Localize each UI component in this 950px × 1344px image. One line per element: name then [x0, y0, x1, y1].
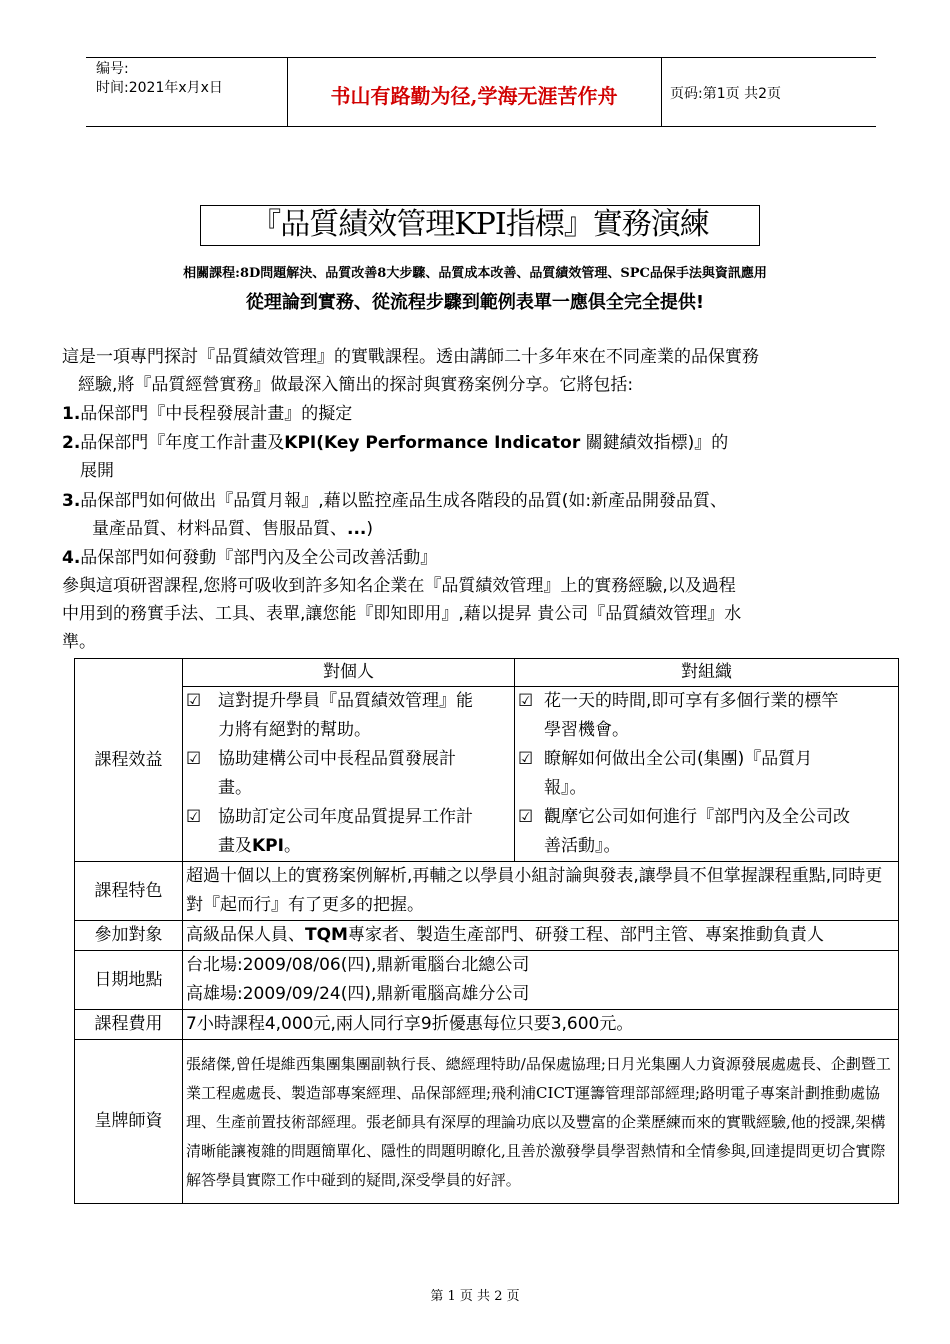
benefit-line: 畫及 [218, 836, 252, 856]
benefit-text [544, 745, 812, 803]
features-text: 超過十個以上的實務案例解析,再輔之以學員小組討論與發表,讓學員不但掌握課程重點,同時更對『起而行』有了更多的把握。 [183, 862, 899, 921]
table-row [75, 921, 899, 951]
col-header-individual: 對個人 [183, 659, 515, 687]
time-label: 时间:2021年x月x日 [96, 80, 223, 96]
audience-text [183, 921, 899, 951]
audience-part-bold: TQM [305, 925, 348, 945]
closing-line: 參與這項研習課程,您將可吸收到許多知名企業在『品質績效管理』上的實務經驗,以及過程 [62, 576, 736, 596]
benefit-text [218, 745, 456, 803]
list-text: 關鍵績效指標)』的 [585, 433, 729, 453]
date-venue [183, 951, 899, 1010]
date-label: 日期地點 [75, 951, 183, 1010]
benefit-line: 畫。 [218, 778, 252, 798]
closing-line: 中用到的務實手法、工具、表單,讓您能『即知即用』,藉以提昇 貴公司『品質績效管理』水 [62, 604, 742, 624]
list-item [62, 488, 902, 514]
list-text: 品保部門如何發動『部門內及全公司改善活動』 [80, 548, 438, 568]
number-label: 编号: [96, 61, 129, 77]
course-info-table [74, 658, 899, 1204]
checkbox-icon: ☑ [186, 691, 202, 711]
checkbox-icon: ☑ [186, 807, 202, 827]
benefit-item [518, 745, 895, 803]
audience-label: 參加對象 [75, 921, 183, 951]
benefit-line: 花一天的時間,即可享有多個行業的標竿 [544, 691, 839, 711]
list-number: 4. [62, 548, 81, 568]
list-text-bold: KPI(Key Performance Indicator [284, 433, 581, 453]
benefit-line-bold: KPI [252, 836, 284, 856]
benefit-line: 瞭解如何做出全公司(集團)『品質月 [544, 749, 813, 769]
benefit-line: 。 [283, 836, 301, 856]
intro-line: 這是一項專門探討『品質績效管理』的實戰課程。透由講師二十多年來在不同產業的品保實務 [62, 347, 759, 367]
col-header-org: 對組織 [515, 659, 899, 687]
list-item-cont [92, 516, 932, 542]
checkbox-icon: ☑ [518, 749, 534, 769]
list-text: 品保部門『中長程發展計畫』的擬定 [80, 404, 353, 424]
list-text: 量產品質、材料品質、售服品質、 [92, 519, 347, 539]
teacher-label: 皇牌師資 [75, 1040, 183, 1204]
related-courses: 相關課程:8D問題解決、品質改善8大步驟、品質成本改善、品質績效管理、SPC品保手法與資訊應用 [183, 266, 767, 281]
audience-part: 高級品保人員、 [186, 925, 305, 945]
benefit-text [218, 803, 473, 861]
date-taipei: 台北場:2009/08/06(四),鼎新電腦台北總公司 [186, 955, 530, 975]
table-row [75, 659, 899, 687]
benefit-line: 報』。 [544, 778, 587, 798]
header-page-label: 页码:第1页 共2页 [670, 86, 781, 102]
features-label: 課程特色 [75, 862, 183, 921]
table-row [75, 1010, 899, 1040]
benefit-text [218, 687, 473, 745]
teacher-bio: 張緒傑,曾任堤維西集團集團副執行長、總經理特助/品保處協理;日月光集團人力資源發展處處長、企劃暨工業工程處處長、製造部專案經理、品保部經理;飛利浦CICT運籌管理部部經理;路明電子專案計劃推動處協理、生產前置技術部經理。張老師具有深厚的理論功底以及豐富的企業歷練而來的實戰經驗,他的授課,架構清晰能讓複雜的問題簡單化、隱性的問題明瞭化,且善於激發學員學習熱情和全情參與,回達提問更切合實際解答學員實際工作中碰到的疑問,深受學員的好評。 [183, 1040, 899, 1204]
benefit-item [518, 803, 895, 861]
benefits-label: 課程效益 [75, 659, 183, 862]
org-benefits [515, 687, 899, 862]
audience-part: 專家者、製造生產部門、研發工程、部門主管、專案推動負責人 [347, 925, 824, 945]
list-text: ) [366, 519, 374, 539]
benefit-item [186, 745, 511, 803]
intro-line: 經驗,將『品質經營實務』做最深入簡出的探討與實務案例分享。它將包括: [78, 375, 634, 395]
benefit-line: 學習機會。 [544, 720, 629, 740]
benefit-line: 這對提升學員『品質績效管理』能 [218, 691, 473, 711]
table-row [75, 951, 899, 1010]
benefit-line: 協助訂定公司年度品質提昇工作計 [218, 807, 473, 827]
slogan: 從理論到實務、從流程步驟到範例表單一應俱全完全提供! [245, 292, 705, 313]
benefit-line: 善活動』。 [544, 836, 621, 856]
table-row [75, 1040, 899, 1204]
header-motto: 书山有路勤为径,学海无涯苦作舟 [330, 84, 618, 108]
header-divider [661, 58, 662, 126]
table-row [75, 687, 899, 862]
fee-text: 7小時課程4,000元,兩人同行享9折優惠每位只要3,600元。 [183, 1010, 899, 1040]
checkbox-icon: ☑ [518, 691, 534, 711]
date-kaohsiung: 高雄場:2009/09/24(四),鼎新電腦高雄分公司 [186, 984, 530, 1004]
benefit-text [544, 803, 850, 861]
benefit-item [518, 687, 895, 745]
benefit-line: 觀摩它公司如何進行『部門內及全公司改 [544, 807, 850, 827]
benefit-item [186, 803, 511, 861]
benefit-item [186, 687, 511, 745]
page-header [86, 57, 876, 127]
document-title: 『品質績效管理KPI指標』實務演練 [200, 205, 760, 246]
list-text: 品保部門『年度工作計畫及 [80, 433, 285, 453]
individual-benefits [183, 687, 515, 862]
page-footer: 第 1 页 共 2 页 [430, 1289, 520, 1304]
list-number: 1. [62, 404, 81, 424]
benefit-text [544, 687, 838, 745]
list-item [62, 545, 902, 571]
table-row [75, 862, 899, 921]
list-item-cont: 展開 [80, 461, 114, 481]
checkbox-icon: ☑ [518, 807, 534, 827]
list-text-bold: ... [347, 519, 367, 539]
list-item [62, 430, 902, 456]
header-meta [96, 60, 223, 98]
checkbox-icon: ☑ [186, 749, 202, 769]
list-text: 品保部門如何做出『品質月報』,藉以監控產品生成各階段的品質(如:新產品開發品質、 [80, 491, 728, 511]
fee-label: 課程費用 [75, 1010, 183, 1040]
list-number: 2. [62, 433, 81, 453]
list-number: 3. [62, 491, 81, 511]
benefit-line: 力將有絕對的幫助。 [218, 720, 371, 740]
benefit-line: 協助建構公司中長程品質發展計 [218, 749, 456, 769]
list-item [62, 401, 902, 427]
closing-line: 準。 [62, 632, 96, 652]
